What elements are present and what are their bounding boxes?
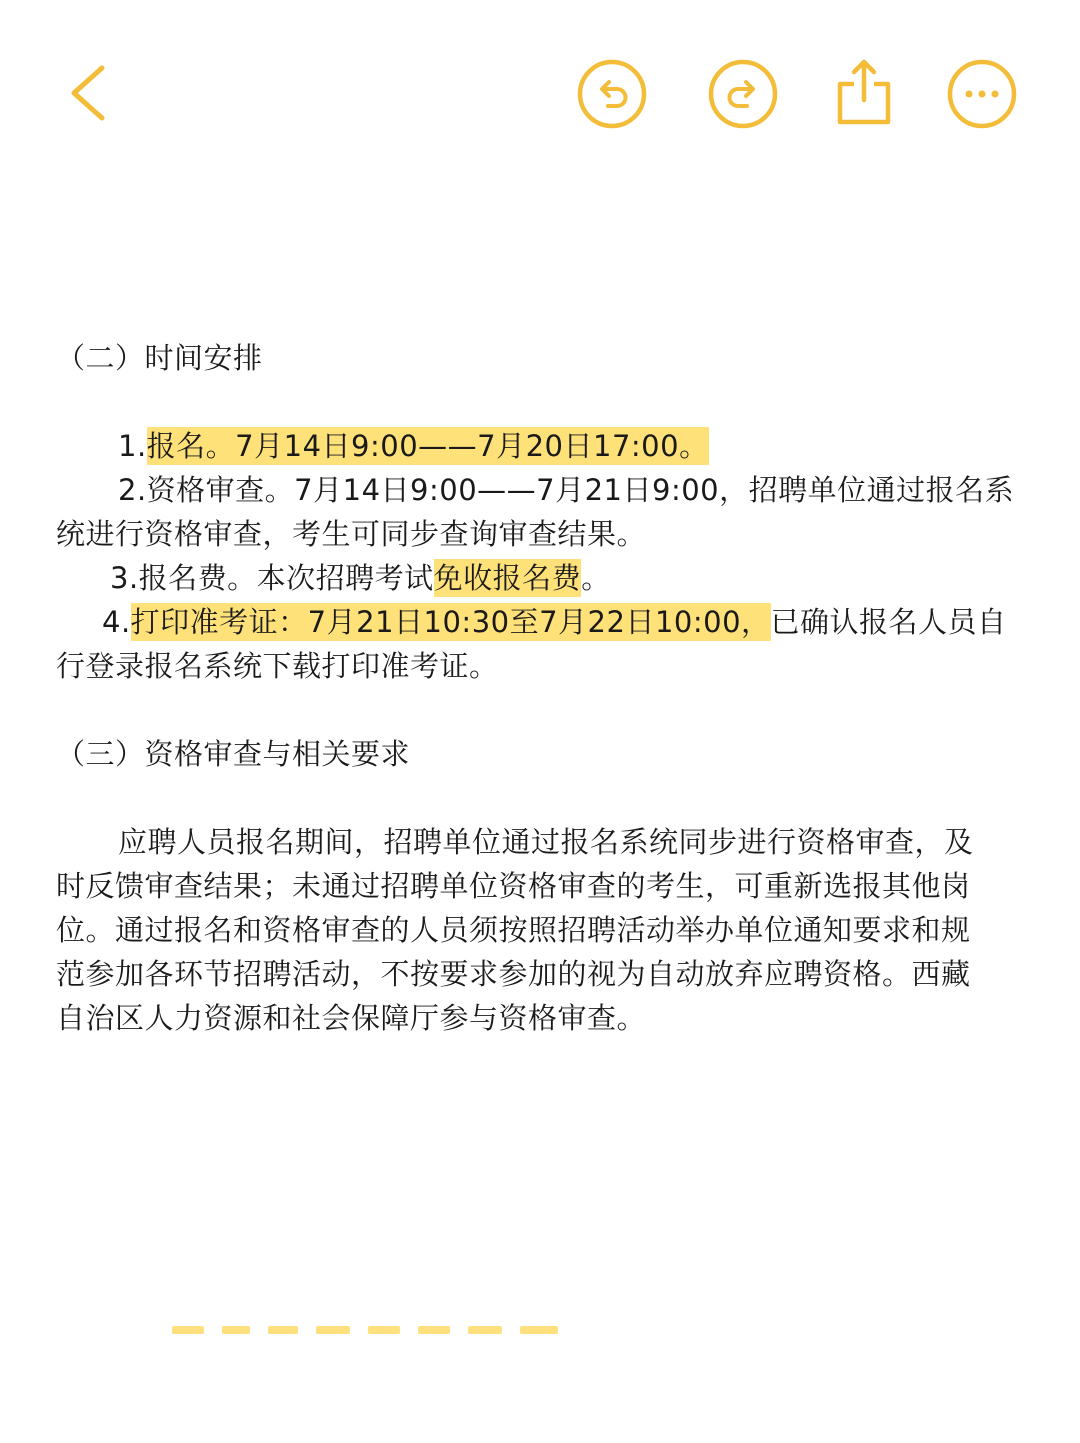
item-text: 2.资格审查。7月14日9:00——7月21日9:00，招聘单位通过报名系 <box>118 473 1015 507</box>
paragraph-line: 范参加各环节招聘活动，不按要求参加的视为自动放弃应聘资格。西藏 <box>56 957 971 991</box>
paragraph-line: 位。通过报名和资格审查的人员须按照招聘活动举办单位通知要求和规 <box>56 913 971 947</box>
section-heading-requirements: （三）资格审查与相关要求 <box>56 737 411 771</box>
dash <box>222 1326 250 1334</box>
paragraph-line: 应聘人员报名期间，招聘单位通过报名系统同步进行资格审查，及 <box>118 825 974 859</box>
item-text-end: 。 <box>581 561 611 595</box>
requirements-paragraph <box>56 820 1026 1040</box>
schedule-item-review <box>56 468 1026 556</box>
paragraph-line: 自治区人力资源和社会保障厅参与资格审查。 <box>56 1001 647 1035</box>
decorative-dashes <box>172 1326 576 1336</box>
item-text: 3.报名费。本次招聘考试 <box>110 561 434 595</box>
schedule-item-fee <box>56 556 1026 600</box>
item-number: 1. <box>118 429 147 463</box>
dash <box>316 1326 350 1334</box>
highlighted-text: 免收报名费 <box>433 561 582 595</box>
more-icon[interactable] <box>946 58 1018 130</box>
item-number: 4. <box>102 605 131 639</box>
dash <box>268 1326 298 1334</box>
item-text-cont: 行登录报名系统下载打印准考证。 <box>56 649 499 683</box>
note-content[interactable] <box>56 330 1026 1040</box>
highlighted-text: 打印准考证：7月21日10:30至7月22日10:00， <box>130 605 771 639</box>
dash <box>172 1326 204 1334</box>
back-icon[interactable] <box>62 62 114 124</box>
dash <box>368 1326 400 1334</box>
dash <box>418 1326 450 1334</box>
redo-icon[interactable] <box>707 58 779 130</box>
undo-icon[interactable] <box>576 58 648 130</box>
toolbar <box>0 0 1080 190</box>
item-text-cont: 统进行资格审查，考生可同步查询审查结果。 <box>56 517 647 551</box>
dash <box>520 1326 558 1334</box>
section-heading-schedule: （二）时间安排 <box>56 341 263 375</box>
share-icon[interactable] <box>834 56 894 128</box>
schedule-item-admission-ticket <box>56 600 1026 688</box>
highlighted-text: 报名。7月14日9:00——7月20日17:00。 <box>146 429 709 463</box>
paragraph-line: 时反馈审查结果；未通过招聘单位资格审查的考生，可重新选报其他岗 <box>56 869 971 903</box>
item-text: 已确认报名人员自 <box>770 605 1007 639</box>
dash <box>468 1326 502 1334</box>
schedule-item-registration <box>56 424 1026 468</box>
